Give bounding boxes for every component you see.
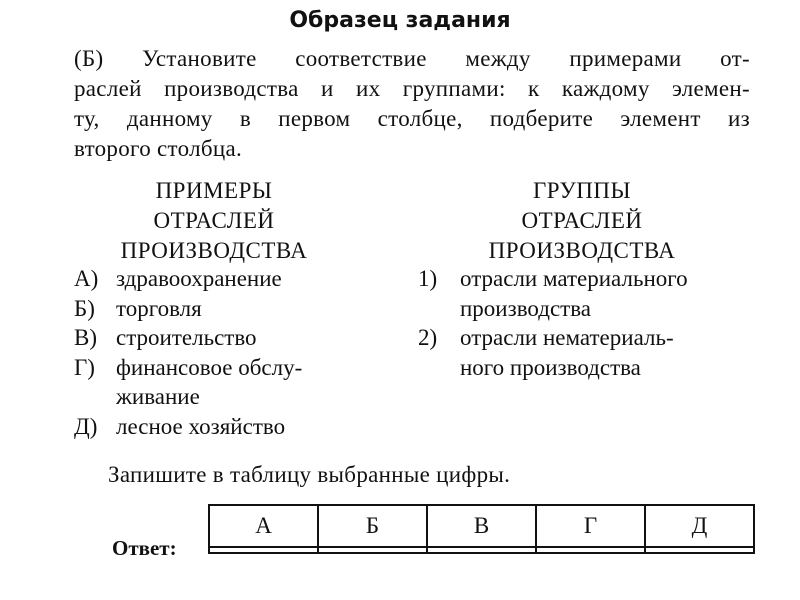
item-key: А) [74,266,99,291]
item-key: Г) [74,354,95,380]
list-item [74,412,302,442]
item-text: производства [460,295,591,321]
instruction-line: ту, данному в первом столбце, подберите элемент из [74,106,750,131]
item-key: Д) [74,413,98,439]
list-item [418,323,688,382]
answer-cell[interactable] [536,547,645,553]
answer-cell[interactable] [427,547,536,553]
answer-cell[interactable] [318,547,427,553]
item-key: В) [74,325,97,350]
answer-table [208,504,755,554]
item-text: живание [116,384,200,409]
header-line: ПРОИЗВОДСТВА [488,238,676,263]
item-text: строительство [116,325,257,350]
answer-column-header: В [427,505,536,547]
item-text: ного производства [460,354,641,380]
table-instruction: Запишите в таблицу выбранные цифры. [108,462,511,487]
item-text: торговля [116,295,202,321]
header-line: ОТРАСЛЕЙ [153,208,275,233]
answer-column-header: А [209,505,318,547]
groups-list [418,264,688,382]
header-line: ПРИМЕРЫ [155,178,273,203]
item-key: Б) [74,295,95,321]
list-item [418,264,688,323]
page-title: Образец задания [289,8,511,33]
list-item [74,353,302,412]
examples-list [74,264,302,441]
instruction-line: второго столбца. [74,136,243,161]
instruction-line: раслей производства и их группами: к каждому элемен- [74,76,750,101]
answer-label: Ответ: [112,536,177,560]
task-instructions [74,44,750,164]
list-item [74,323,302,353]
left-column-header [112,176,316,266]
header-line: ОТРАСЛЕЙ [521,208,643,233]
list-item [74,264,302,294]
item-text: лесное хозяйство [116,413,286,439]
item-key: 1) [418,266,438,291]
list-item [74,294,302,324]
right-column-header [480,176,684,266]
header-line: ПРОИЗВОДСТВА [120,238,308,263]
answer-cell[interactable] [209,547,318,553]
instruction-line: (Б) Установите соответствие между примерами от- [74,46,750,71]
item-text: отрасли материального [460,266,688,291]
header-line: ГРУППЫ [532,178,632,203]
item-text: финансовое обслу- [116,354,303,380]
item-text: отрасли нематериаль- [460,325,674,350]
answer-cell[interactable] [645,547,754,553]
item-text: здравоохранение [116,266,282,291]
answer-column-header: Б [318,505,427,547]
item-key: 2) [418,325,438,350]
answer-column-header: Д [645,505,754,547]
answer-column-header: Г [536,505,645,547]
